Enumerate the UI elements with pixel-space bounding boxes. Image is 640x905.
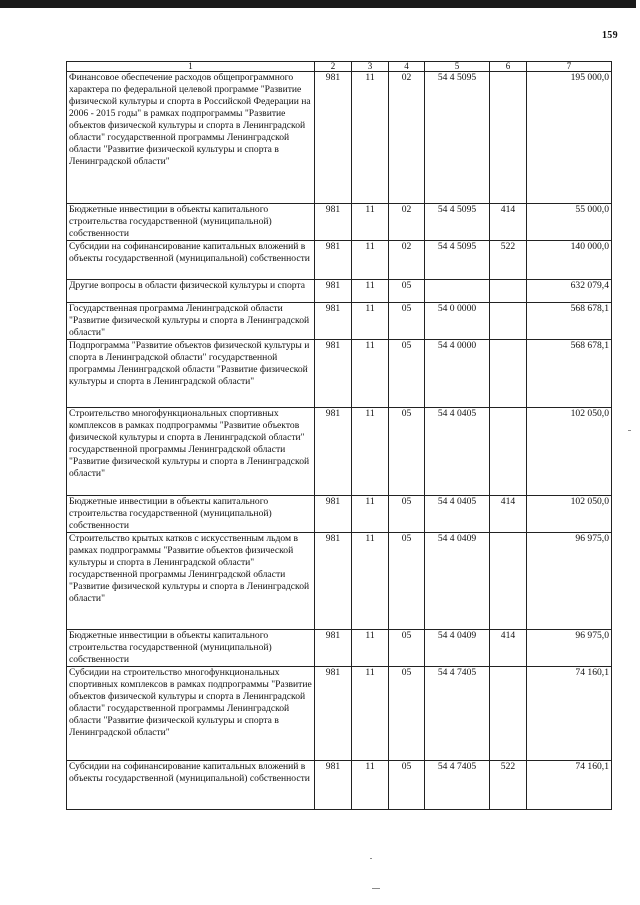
row-subsection-cell: 02 [389,72,425,204]
row-code-cell: 981 [315,204,352,241]
row-code-cell: 981 [315,241,352,280]
row-code-cell: 981 [315,340,352,408]
table-row [67,667,612,761]
row-subsection-cell: 02 [389,241,425,280]
row-section-cell: 11 [352,630,389,667]
row-expense-type-cell [490,303,527,340]
row-name-cell: Другие вопросы в области физической культуры и спорта [67,280,315,303]
scan-speck [370,858,372,859]
row-code-cell: 981 [315,761,352,810]
row-target-item-cell: 54 4 5095 [425,72,490,204]
row-subsection-cell: 05 [389,340,425,408]
row-amount-cell: 96 975,0 [527,533,612,630]
row-section-cell: 11 [352,241,389,280]
row-target-item-cell [425,280,490,303]
column-header-7: 7 [527,62,612,72]
row-name-cell: Строительство крытых катков с искусственным льдом в рамках подпрограммы "Развитие объектов физической культуры и спорта в Ленинградской области" государственной программы Ленинградской области "Развитие физической культуры и спорта в Ленинградской области" [67,533,315,630]
row-name-cell: Бюджетные инвестиции в объекты капитального строительства государственной (муниципальной) собственности [67,496,315,533]
row-expense-type-cell: 414 [490,204,527,241]
row-expense-type-cell [490,667,527,761]
row-section-cell: 11 [352,340,389,408]
row-name-cell: Строительство многофункциональных спортивных комплексов в рамках подпрограммы "Развитие объектов физической культуры и спорта в Ленинградской области" государственной программы Ленинградской области "Развитие физической культуры и спорта в Ленинградской области" [67,408,315,496]
row-code-cell: 981 [315,667,352,761]
column-header-6: 6 [490,62,527,72]
row-code-cell: 981 [315,303,352,340]
row-target-item-cell: 54 4 7405 [425,761,490,810]
row-target-item-cell: 54 4 0405 [425,496,490,533]
table-row [67,280,612,303]
row-amount-cell: 632 079,4 [527,280,612,303]
row-target-item-cell: 54 4 0409 [425,630,490,667]
row-name-cell: Субсидии на софинансирование капитальных вложений в объекты государственной (муниципальной) собственности [67,761,315,810]
row-subsection-cell: 05 [389,303,425,340]
row-subsection-cell: 05 [389,533,425,630]
budget-table [66,61,612,810]
row-subsection-cell: 05 [389,496,425,533]
table-row [67,496,612,533]
table-row [67,408,612,496]
row-name-cell: Подпрограмма "Развитие объектов физической культуры и спорта в Ленинградской области" государственной программы Ленинградской области "Развитие физической культуры и спорта в Ленинградской области" [67,340,315,408]
row-subsection-cell: 05 [389,667,425,761]
row-code-cell: 981 [315,408,352,496]
row-section-cell: 11 [352,667,389,761]
row-section-cell: 11 [352,496,389,533]
row-subsection-cell: 05 [389,761,425,810]
row-amount-cell: 102 050,0 [527,408,612,496]
table-row [67,630,612,667]
row-name-cell: Субсидии на строительство многофункциональных спортивных комплексов в рамках подпрограммы "Развитие объектов физической культуры и спорта в Ленинградской области" государственной программы Ленинградской области "Развитие физической культуры и спорта в Ленинградской области" [67,667,315,761]
row-section-cell: 11 [352,72,389,204]
row-target-item-cell: 54 4 0409 [425,533,490,630]
row-name-cell: Государственная программа Ленинградской области "Развитие физической культуры и спорта в Ленинградской области" [67,303,315,340]
row-name-cell: Субсидии на софинансирование капитальных вложений в объекты государственной (муниципальной) собственности [67,241,315,280]
table-row [67,761,612,810]
row-expense-type-cell: 414 [490,630,527,667]
row-code-cell: 981 [315,630,352,667]
row-expense-type-cell: 414 [490,496,527,533]
row-expense-type-cell: 522 [490,241,527,280]
row-amount-cell: 195 000,0 [527,72,612,204]
table-header-row [67,62,612,72]
row-amount-cell: 102 050,0 [527,496,612,533]
row-subsection-cell: 05 [389,630,425,667]
column-header-1: 1 [67,62,315,72]
row-expense-type-cell [490,72,527,204]
scan-speck [372,888,380,889]
table-row [67,241,612,280]
row-code-cell: 981 [315,72,352,204]
row-subsection-cell: 05 [389,408,425,496]
scan-top-border [0,0,636,8]
table-row [67,340,612,408]
row-name-cell: Бюджетные инвестиции в объекты капитального строительства государственной (муниципальной) собственности [67,630,315,667]
row-expense-type-cell [490,340,527,408]
row-code-cell: 981 [315,496,352,533]
row-code-cell: 981 [315,533,352,630]
column-header-2: 2 [315,62,352,72]
row-subsection-cell: 05 [389,280,425,303]
column-header-4: 4 [389,62,425,72]
table-row [67,303,612,340]
row-subsection-cell: 02 [389,204,425,241]
row-section-cell: 11 [352,303,389,340]
row-amount-cell: 55 000,0 [527,204,612,241]
table-row [67,533,612,630]
row-amount-cell: 74 160,1 [527,761,612,810]
row-section-cell: 11 [352,408,389,496]
row-section-cell: 11 [352,280,389,303]
row-amount-cell: 568 678,1 [527,340,612,408]
row-amount-cell: 140 000,0 [527,241,612,280]
table-row [67,72,612,204]
row-target-item-cell: 54 4 5095 [425,204,490,241]
row-expense-type-cell [490,280,527,303]
row-expense-type-cell [490,408,527,496]
row-section-cell: 11 [352,761,389,810]
row-amount-cell: 74 160,1 [527,667,612,761]
row-expense-type-cell [490,533,527,630]
row-target-item-cell: 54 0 0000 [425,303,490,340]
row-name-cell: Финансовое обеспечение расходов общепрограммного характера по федеральной целевой программе "Развитие физической культуры и спорта в Российской Федерации на 2006 - 2015 годы" в рамках подпрограммы "Развитие объектов физической культуры и спорта в Ленинградской области" государственной программы Ленинградской области "Развитие физической культуры и спорта в Ленинградской области" [67,72,315,204]
row-section-cell: 11 [352,204,389,241]
row-name-cell: Бюджетные инвестиции в объекты капитального строительства государственной (муниципальной) собственности [67,204,315,241]
row-target-item-cell: 54 4 0405 [425,408,490,496]
page-number: 159 [602,30,618,41]
row-target-item-cell: 54 4 7405 [425,667,490,761]
row-target-item-cell: 54 4 0000 [425,340,490,408]
row-section-cell: 11 [352,533,389,630]
row-amount-cell: 96 975,0 [527,630,612,667]
row-expense-type-cell: 522 [490,761,527,810]
column-header-5: 5 [425,62,490,72]
scan-speck [628,430,631,431]
row-amount-cell: 568 678,1 [527,303,612,340]
row-code-cell: 981 [315,280,352,303]
table-row [67,204,612,241]
row-target-item-cell: 54 4 5095 [425,241,490,280]
column-header-3: 3 [352,62,389,72]
